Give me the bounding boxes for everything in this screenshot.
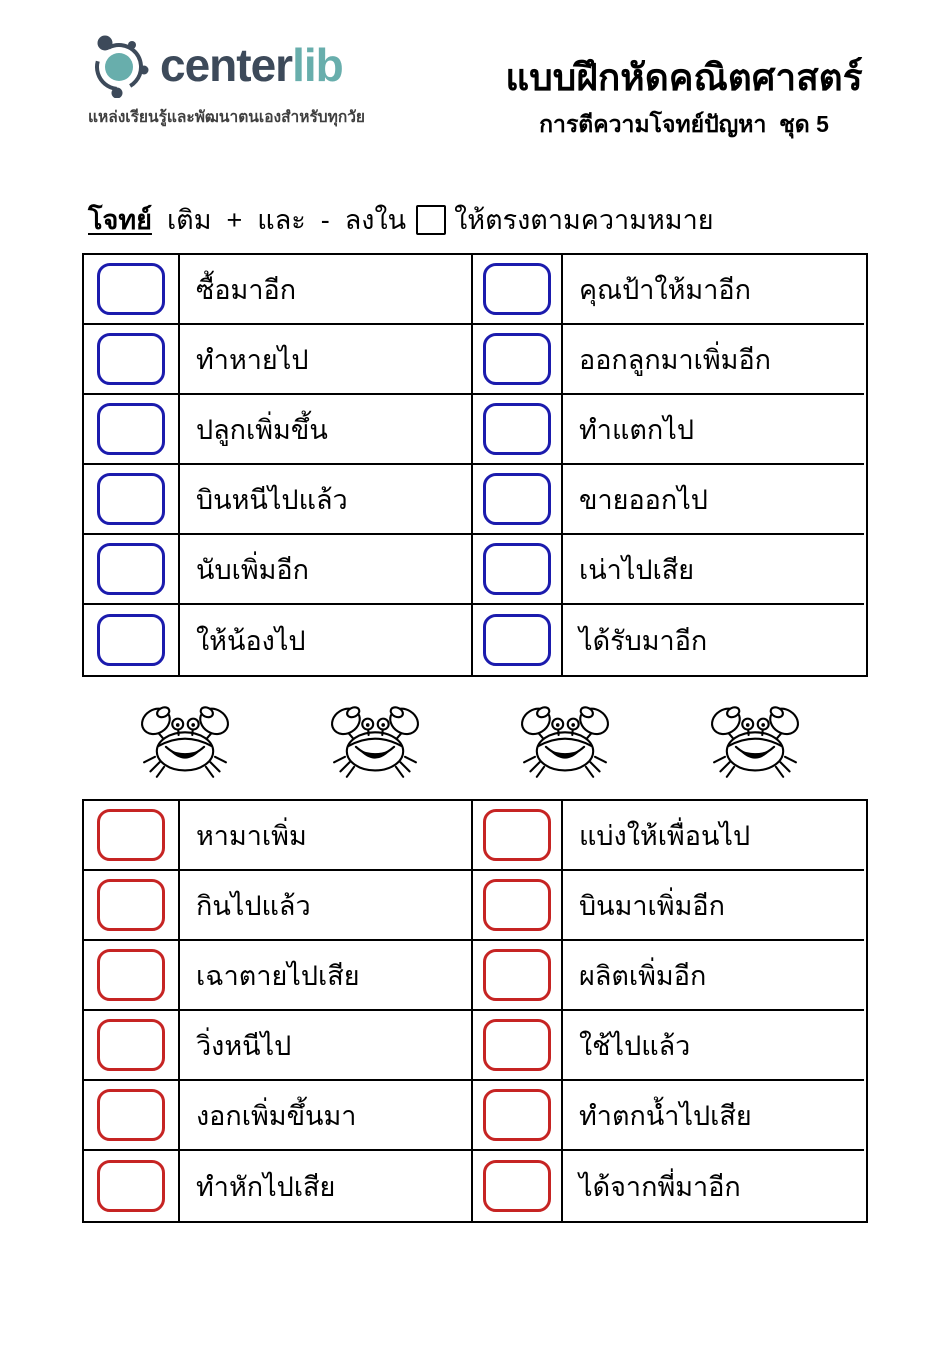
crab-icon [705, 695, 805, 785]
answer-box[interactable] [97, 809, 165, 861]
worksheet-table-1 [82, 253, 868, 677]
answer-box[interactable] [483, 1089, 551, 1141]
phrase-cell: เน่าไปเสีย [563, 535, 864, 605]
table-cell [84, 871, 180, 941]
phrase-cell: ได้จากพี่มาอีก [579, 1171, 741, 1202]
answer-box[interactable] [483, 543, 551, 595]
answer-box[interactable] [483, 1019, 551, 1071]
table-cell [473, 535, 563, 605]
phrase-cell: บินหนีไปแล้ว [180, 465, 473, 535]
answer-box[interactable] [97, 614, 165, 666]
brand-name-primary: center [160, 39, 293, 91]
answer-box[interactable] [483, 333, 551, 385]
answer-box[interactable] [97, 263, 165, 315]
page-subtitle: การตีความโจทย์ปัญหา ชุด 5 [539, 110, 829, 137]
phrase-cell: ทำแตกไป [563, 395, 864, 465]
table-cell [84, 535, 180, 605]
phrase-cell: วิ่งหนีไป [180, 1011, 473, 1081]
instruction-text-after: ให้ตรงตามความหมาย [454, 205, 714, 235]
table-cell [84, 395, 180, 465]
answer-box[interactable] [97, 333, 165, 385]
answer-box[interactable] [483, 614, 551, 666]
centerlib-logo-icon [88, 32, 152, 98]
table-cell [473, 395, 563, 465]
answer-box[interactable] [483, 403, 551, 455]
phrase-cell: ใช้ไปแล้ว [563, 1011, 864, 1081]
crab-decoration-row [135, 694, 805, 786]
answer-box[interactable] [483, 949, 551, 1001]
centerlib-logo [88, 32, 365, 129]
table-cell [473, 941, 563, 1011]
brand-tagline: แหล่งเรียนรู้และพัฒนาตนเองสำหรับทุกวัย [88, 109, 366, 126]
table-cell [84, 465, 180, 535]
phrase-cell: หามาเพิ่ม [180, 801, 473, 871]
answer-box[interactable] [97, 403, 165, 455]
phrase-cell: งอกเพิ่มขึ้นมา [180, 1081, 473, 1151]
instruction-text-before: เติม + และ - ลงใน [151, 205, 407, 235]
phrase-cell: ทำตกน้ำไปเสีย [563, 1081, 864, 1151]
answer-box[interactable] [483, 473, 551, 525]
phrase-cell: ให้น้องไป [180, 605, 473, 675]
table-cell [473, 325, 563, 395]
table-cell [84, 255, 180, 325]
table-cell [84, 605, 180, 675]
worksheet-table-2 [82, 799, 868, 1223]
answer-format-box [416, 205, 446, 235]
phrase-cell: ปลูกเพิ่มขึ้น [180, 395, 473, 465]
table-cell [473, 465, 563, 535]
table-cell [473, 1011, 563, 1081]
answer-box[interactable] [97, 1160, 165, 1212]
worksheet-header [469, 58, 899, 143]
brand-name-secondary: lib [292, 39, 343, 91]
answer-box[interactable] [483, 879, 551, 931]
phrase-cell: ได้รับมาอีก [579, 625, 708, 656]
phrase-cell: บินมาเพิ่มอีก [563, 871, 864, 941]
table-cell [84, 1151, 180, 1221]
phrase-cell: ออกลูกมาเพิ่มอีก [563, 325, 864, 395]
phrase-cell: กินไปแล้ว [180, 871, 473, 941]
phrase-cell: ขายออกไป [563, 465, 864, 535]
crab-icon [515, 695, 615, 785]
table-cell [84, 1011, 180, 1081]
answer-box[interactable] [97, 879, 165, 931]
brand-name [160, 39, 343, 91]
page-title: แบบฝึกหัดคณิตศาสตร์ [505, 57, 863, 98]
phrase-cell: ซื้อมาอีก [180, 255, 473, 325]
table-cell [84, 801, 180, 871]
table-cell [473, 605, 563, 675]
phrase-cell: ผลิตเพิ่มอีก [563, 941, 864, 1011]
answer-box[interactable] [483, 1160, 551, 1212]
answer-box[interactable] [97, 1019, 165, 1071]
answer-box[interactable] [97, 949, 165, 1001]
phrase-cell: ทำหักไปเสีย [180, 1151, 473, 1221]
table-cell [84, 325, 180, 395]
table-cell [84, 941, 180, 1011]
instruction-label: โจทย์ [88, 205, 152, 235]
phrase-cell: แบ่งให้เพื่อนไป [563, 801, 864, 871]
table-cell [473, 1151, 563, 1221]
answer-box[interactable] [483, 809, 551, 861]
crab-icon [135, 695, 235, 785]
answer-box[interactable] [97, 473, 165, 525]
phrase-cell: ทำหายไป [180, 325, 473, 395]
table-cell [84, 1081, 180, 1151]
answer-box[interactable] [483, 263, 551, 315]
phrase-cell: นับเพิ่มอีก [180, 535, 473, 605]
answer-box[interactable] [97, 543, 165, 595]
table-cell [473, 801, 563, 871]
crab-icon [325, 695, 425, 785]
answer-box[interactable] [97, 1089, 165, 1141]
table-cell [473, 1081, 563, 1151]
table-cell [473, 255, 563, 325]
table-cell [473, 871, 563, 941]
instruction-line [88, 198, 714, 241]
phrase-cell: เฉาตายไปเสีย [180, 941, 473, 1011]
phrase-cell: คุณป้าให้มาอีก [563, 255, 864, 325]
